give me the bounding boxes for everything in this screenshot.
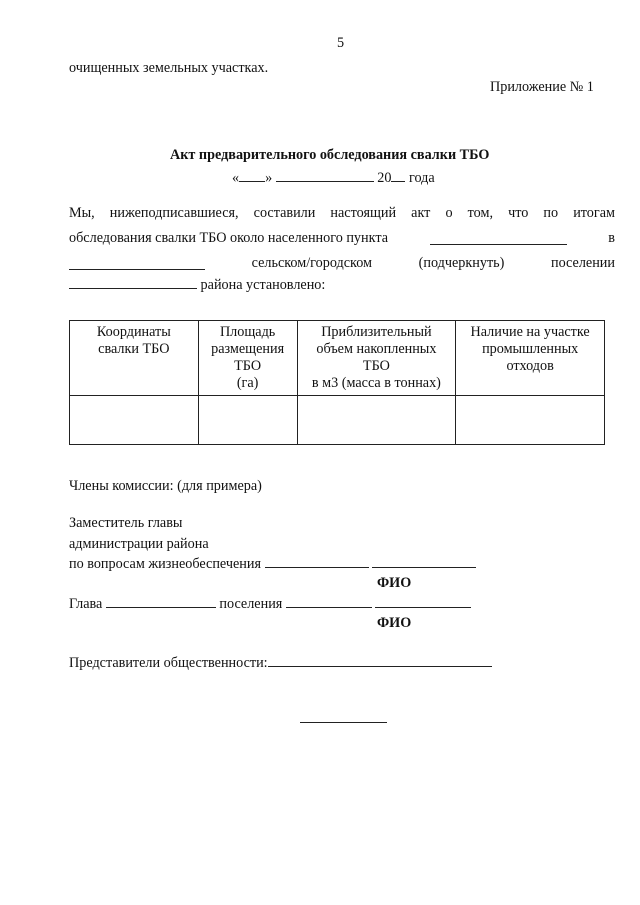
intro-line-3	[69, 251, 615, 275]
intro-line-3-end: поселении	[551, 255, 615, 271]
head-label: Глава	[69, 596, 103, 612]
date-close-quote: »	[265, 170, 273, 186]
document-title: Акт предварительного обследования свалки ТБО	[170, 147, 490, 163]
head-settlement-blank[interactable]	[106, 595, 216, 608]
settlement-blank[interactable]	[430, 232, 567, 245]
table-cell-coordinates[interactable]	[70, 396, 199, 445]
deputy-line-1: Заместитель главы	[69, 515, 183, 531]
survey-table	[69, 320, 605, 445]
month-blank[interactable]	[276, 169, 374, 182]
table-cell-volume[interactable]	[297, 396, 456, 445]
year-prefix: 20	[377, 170, 392, 186]
intro-line-2-end: в	[608, 230, 615, 246]
head-fio-label: ФИО	[377, 615, 412, 631]
header-area: Площадь размещения ТБО (га)	[198, 321, 297, 396]
table-cell-industrial-waste[interactable]	[456, 396, 605, 445]
header-coordinates: Координаты свалки ТБО	[70, 321, 199, 396]
intro-line-2-text: обследования свалки ТБО около населенного пункта	[69, 230, 388, 246]
head-line	[69, 595, 471, 613]
settlement-name-blank[interactable]	[69, 257, 205, 270]
deputy-line-2: администрации района	[69, 536, 209, 552]
continuation-text: очищенных земельных участках.	[69, 60, 269, 76]
header-volume: Приблизительный объем накопленных ТБО в м3 (масса в тоннах)	[297, 321, 456, 396]
end-divider	[300, 722, 387, 723]
year-blank[interactable]	[391, 169, 405, 182]
head-signature-blank[interactable]	[286, 595, 372, 608]
table-cell-area[interactable]	[198, 396, 297, 445]
head-name-blank[interactable]	[375, 595, 471, 608]
deputy-line-3	[69, 555, 476, 573]
intro-line-1: Мы, нижеподписавшиеся, составили настоящий акт о том, что по итогам	[69, 205, 615, 221]
header-industrial-waste: Наличие на участке промышленных отходов	[456, 321, 605, 396]
date-line	[232, 169, 435, 187]
intro-line-3-middle: сельском/городском	[251, 255, 372, 271]
public-reps-blank[interactable]	[268, 654, 492, 667]
commission-label: Члены комиссии: (для примера)	[69, 478, 262, 494]
deputy-fio-label: ФИО	[377, 575, 412, 591]
head-settlement-text: поселения	[219, 596, 283, 612]
intro-line-2	[69, 226, 615, 250]
appendix-label: Приложение № 1	[490, 79, 594, 95]
deputy-signature-blank[interactable]	[265, 555, 369, 568]
intro-line-4	[69, 276, 325, 294]
intro-line-3-note: (подчеркнуть)	[418, 255, 505, 271]
day-blank[interactable]	[239, 169, 265, 182]
date-open-quote: «	[232, 170, 240, 186]
table-row	[70, 396, 605, 445]
public-reps-line	[69, 654, 492, 672]
deputy-name-blank[interactable]	[372, 555, 476, 568]
deputy-line-3-text: по вопросам жизнеобеспечения	[69, 556, 261, 572]
year-suffix: года	[409, 170, 435, 186]
district-blank[interactable]	[69, 276, 197, 289]
public-reps-label: Представители общественности:	[69, 655, 268, 671]
page-number: 5	[337, 35, 345, 51]
table-header-row	[70, 321, 605, 396]
intro-line-4-text: района установлено:	[200, 277, 326, 293]
